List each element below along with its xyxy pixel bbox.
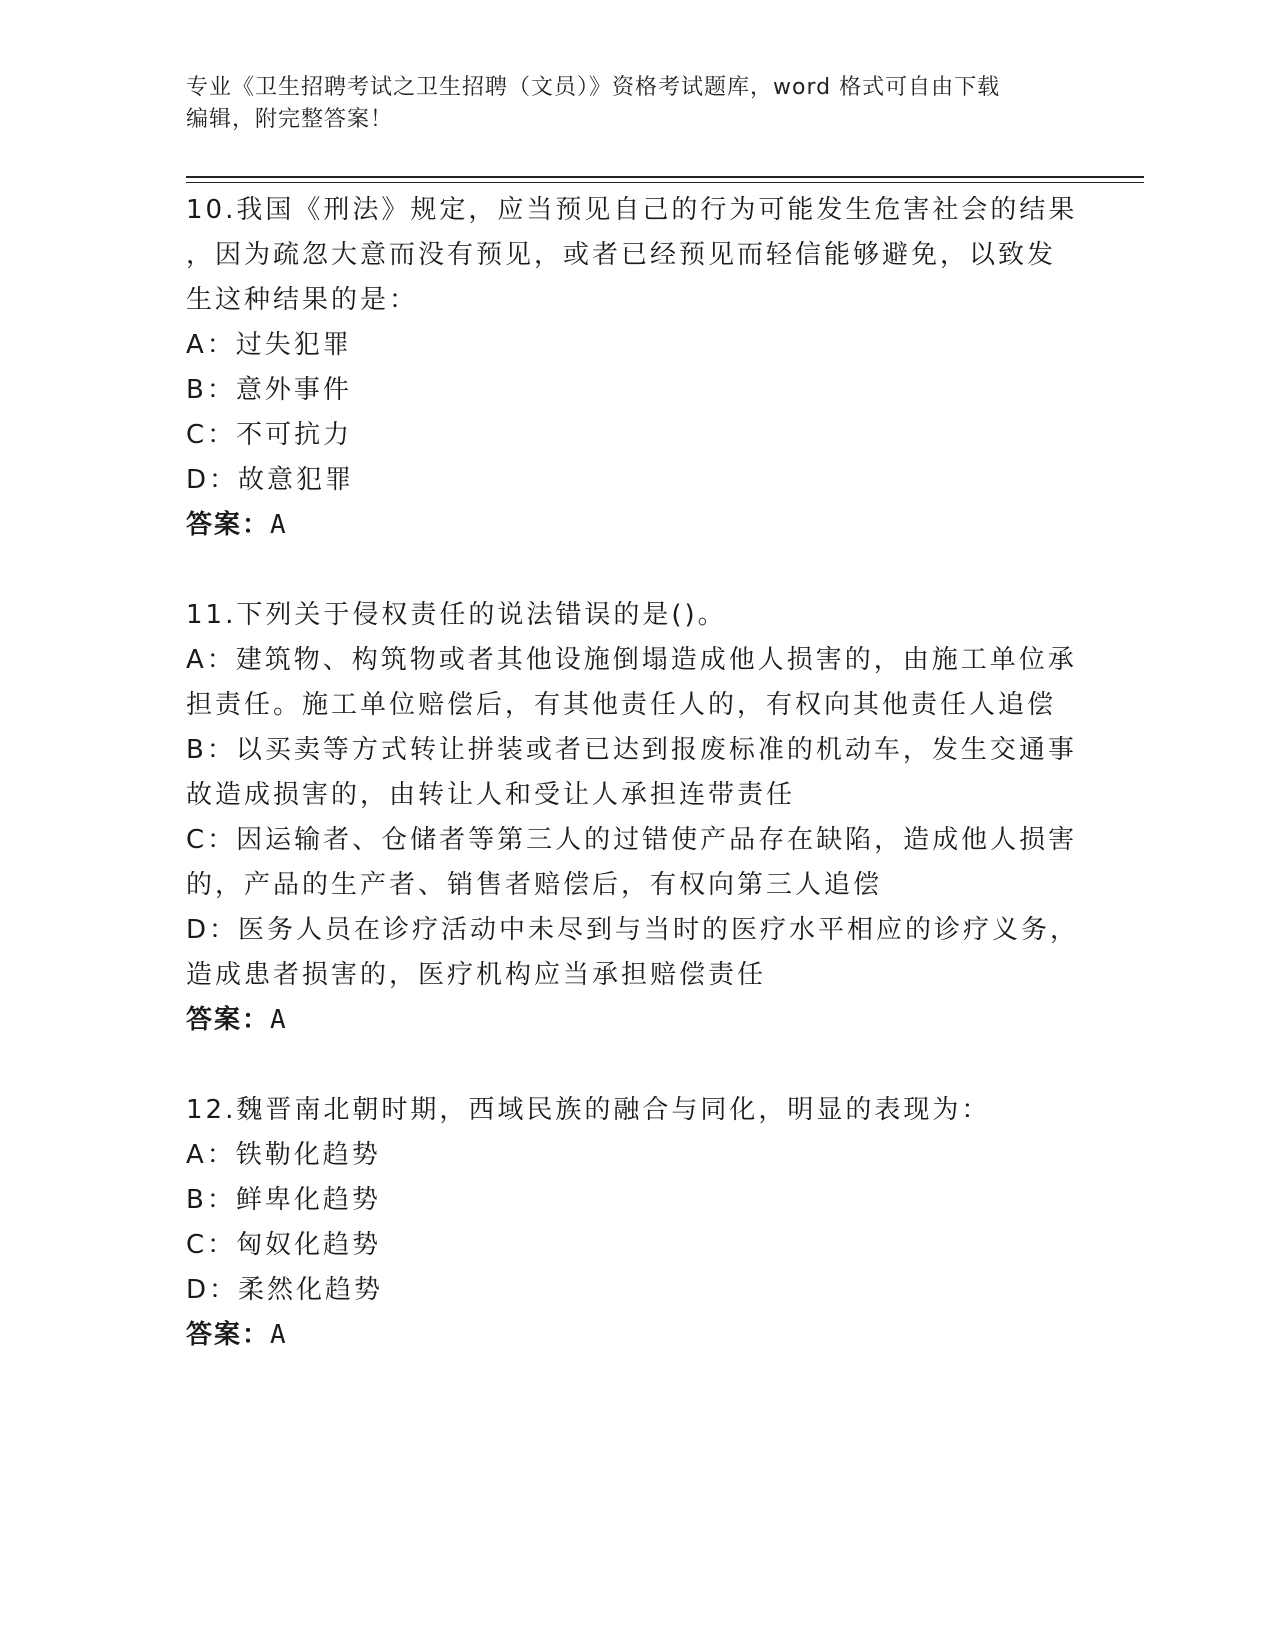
option-c-continued: 的，产品的生产者、销售者赔偿后，有权向第三人追偿: [186, 870, 883, 900]
question-list: [186, 188, 1080, 1358]
answer-value: A: [270, 1005, 288, 1035]
question-10: [186, 188, 1076, 548]
header-line-2: 编辑，附完整答案！: [186, 107, 394, 132]
answer-label: 答案：: [186, 1320, 271, 1350]
option-b: B：鲜卑化趋势: [186, 1185, 381, 1215]
question-stem-line: 11.下列关于侵权责任的说法错误的是()。: [186, 600, 727, 630]
option-c: C：匈奴化趋势: [186, 1230, 382, 1260]
header-divider-thin: [186, 182, 1144, 183]
question-stem-line: 10.我国《刑法》规定，应当预见自己的行为可能发生危害社会的结果: [186, 195, 1078, 225]
answer-label: 答案：: [186, 510, 271, 540]
option-c: C：不可抗力: [186, 420, 353, 450]
document-header: [186, 72, 1066, 136]
answer-line: [186, 1313, 1076, 1358]
option-d: D：故意犯罪: [186, 465, 355, 495]
option-b: B：意外事件: [186, 375, 352, 405]
option-c: C：因运输者、仓储者等第三人的过错使产品存在缺陷，造成他人损害: [186, 825, 1078, 855]
option-a: A：建筑物、构筑物或者其他设施倒塌造成他人损害的，由施工单位承: [186, 645, 1077, 675]
answer-label: 答案：: [186, 1005, 271, 1035]
question-spacer: [186, 1043, 1076, 1088]
option-b-continued: 故造成损害的，由转让人和受让人承担连带责任: [186, 780, 796, 810]
answer-line: [186, 503, 1076, 548]
option-b: B：以买卖等方式转让拼装或者已达到报废标准的机动车，发生交通事: [186, 735, 1077, 765]
option-a: A：过失犯罪: [186, 330, 352, 360]
option-a-continued: 担责任。施工单位赔偿后，有其他责任人的，有权向其他责任人追偿: [186, 690, 1057, 720]
header-line-1: 专业《卫生招聘考试之卫生招聘（文员）》资格考试题库，word 格式可自由下载: [186, 75, 1001, 100]
answer-value: A: [270, 1320, 288, 1350]
question-spacer: [186, 548, 1076, 593]
answer-value: A: [270, 510, 288, 540]
header-divider-thick: [186, 176, 1144, 178]
option-a: A：铁勒化趋势: [186, 1140, 381, 1170]
option-d-continued: 造成患者损害的，医疗机构应当承担赔偿责任: [186, 960, 767, 990]
option-d: D：柔然化趋势: [186, 1275, 384, 1305]
question-11: [186, 593, 1080, 1043]
option-d: D：医务人员在诊疗活动中未尽到与当时的医疗水平相应的诊疗义务，: [186, 915, 1080, 945]
question-stem-line: 12.魏晋南北朝时期，西域民族的融合与同化，明显的表现为：: [186, 1095, 991, 1125]
question-12: [186, 1088, 1076, 1358]
answer-line: [186, 998, 1076, 1043]
question-stem-line: 生这种结果的是：: [186, 285, 419, 315]
question-stem-line: ，因为疏忽大意而没有预见，或者已经预见而轻信能够避免，以致发: [186, 240, 1057, 270]
